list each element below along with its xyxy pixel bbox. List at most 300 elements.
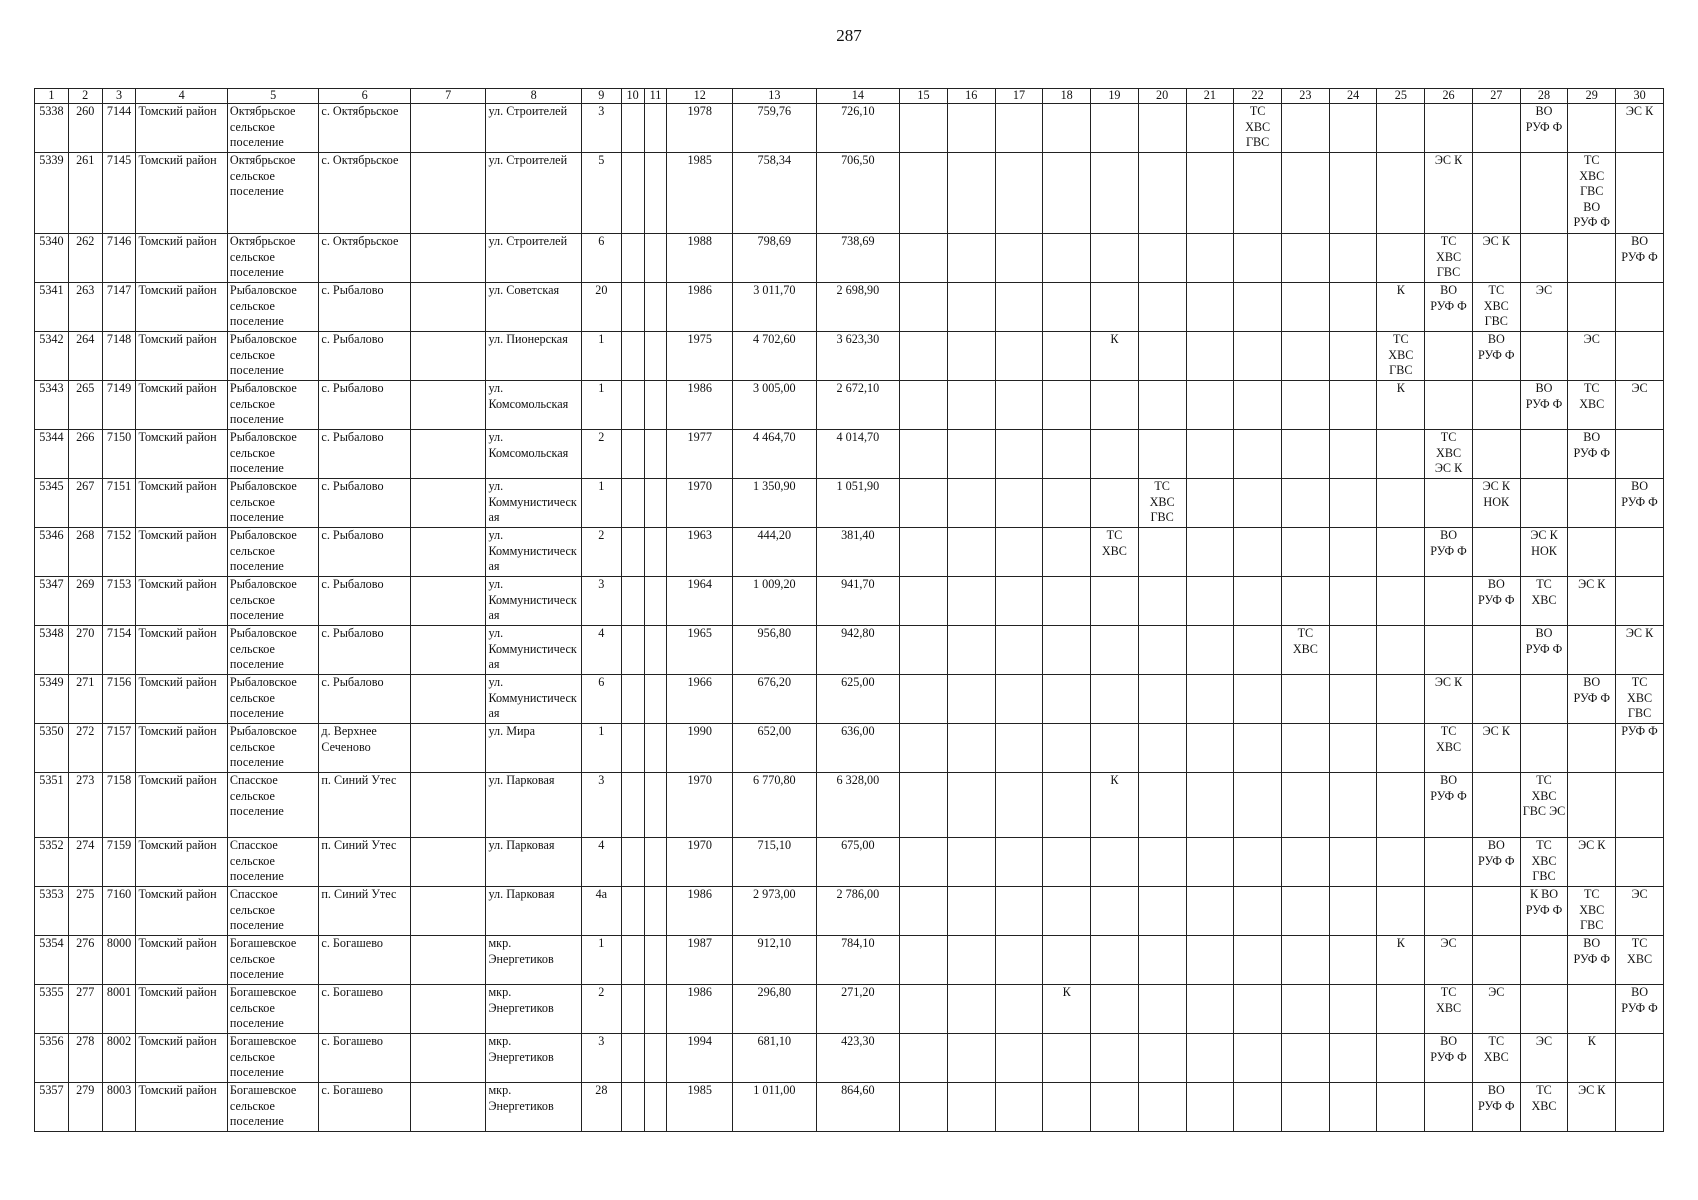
- cell-works-col-29: [1568, 985, 1616, 1034]
- cell-row-no: 5351: [35, 773, 69, 838]
- cell-works-col-15: [900, 104, 948, 153]
- cell-works-col-22: [1234, 675, 1282, 724]
- cell-house: 5: [581, 153, 621, 234]
- cell-col10: [621, 887, 644, 936]
- cell-works-col-22: ТС ХВС ГВС: [1234, 104, 1282, 153]
- cell-year: 1985: [667, 1083, 733, 1132]
- cell-area-total: 1 009,20: [733, 577, 817, 626]
- cell-col10: [621, 528, 644, 577]
- cell-street: ул. Советская: [486, 283, 581, 332]
- cell-works-col-24: [1329, 430, 1377, 479]
- column-header-9: 9: [581, 89, 621, 104]
- cell-local-no: 272: [68, 724, 102, 773]
- cell-works-col-27: ТС ХВС: [1472, 1034, 1520, 1083]
- cell-locality: с. Рыбалово: [319, 675, 410, 724]
- cell-year: 1985: [667, 153, 733, 234]
- cell-col10: [621, 430, 644, 479]
- cell-works-col-28: [1520, 936, 1568, 985]
- cell-works-col-24: [1329, 936, 1377, 985]
- cell-works-col-15: [900, 332, 948, 381]
- cell-street: мкр. Энергетиков: [486, 1034, 581, 1083]
- column-header-19: 19: [1091, 89, 1139, 104]
- cell-district: Томский район: [136, 104, 227, 153]
- cell-object-id: 8000: [102, 936, 136, 985]
- cell-works-col-16: [947, 104, 995, 153]
- cell-row-no: 5347: [35, 577, 69, 626]
- cell-works-col-17: [995, 283, 1043, 332]
- cell-works-col-19: [1091, 675, 1139, 724]
- cell-works-col-22: [1234, 773, 1282, 838]
- cell-settlement: Богашевское сельское поселение: [227, 936, 318, 985]
- cell-col7: [410, 234, 486, 283]
- cell-house: 2: [581, 528, 621, 577]
- cell-works-col-17: [995, 838, 1043, 887]
- table-row: [35, 104, 1664, 153]
- cell-works-col-27: [1472, 936, 1520, 985]
- cell-works-col-21: [1186, 528, 1234, 577]
- cell-works-col-15: [900, 234, 948, 283]
- cell-works-col-15: [900, 675, 948, 724]
- cell-works-col-16: [947, 1034, 995, 1083]
- cell-col11: [644, 104, 667, 153]
- cell-works-col-17: [995, 724, 1043, 773]
- cell-works-col-15: [900, 985, 948, 1034]
- cell-house: 6: [581, 675, 621, 724]
- table-row: [35, 1083, 1664, 1132]
- cell-works-col-20: ТС ХВС ГВС: [1138, 479, 1186, 528]
- cell-works-col-29: ТС ХВС ГВС: [1568, 887, 1616, 936]
- cell-works-col-27: ЭС: [1472, 985, 1520, 1034]
- cell-works-col-30: [1616, 528, 1664, 577]
- cell-area-total: 715,10: [733, 838, 817, 887]
- cell-works-col-21: [1186, 430, 1234, 479]
- cell-works-col-16: [947, 985, 995, 1034]
- cell-works-col-18: [1043, 887, 1091, 936]
- cell-works-col-18: [1043, 381, 1091, 430]
- table-row: [35, 887, 1664, 936]
- cell-area-living: 726,10: [816, 104, 900, 153]
- cell-works-col-29: [1568, 773, 1616, 838]
- cell-settlement: Октябрьское сельское поселение: [227, 104, 318, 153]
- cell-works-col-27: ВО РУФ Ф: [1472, 332, 1520, 381]
- cell-area-living: 942,80: [816, 626, 900, 675]
- cell-works-col-16: [947, 577, 995, 626]
- cell-works-col-21: [1186, 104, 1234, 153]
- cell-col10: [621, 104, 644, 153]
- cell-locality: с. Рыбалово: [319, 381, 410, 430]
- cell-works-col-18: [1043, 675, 1091, 724]
- cell-works-col-28: [1520, 479, 1568, 528]
- cell-works-col-20: [1138, 104, 1186, 153]
- cell-works-col-30: [1616, 577, 1664, 626]
- cell-area-total: 758,34: [733, 153, 817, 234]
- cell-local-no: 270: [68, 626, 102, 675]
- cell-street: ул. Парковая: [486, 887, 581, 936]
- cell-house: 1: [581, 936, 621, 985]
- cell-works-col-20: [1138, 887, 1186, 936]
- cell-local-no: 271: [68, 675, 102, 724]
- cell-works-col-21: [1186, 675, 1234, 724]
- cell-works-col-23: [1281, 577, 1329, 626]
- cell-settlement: Богашевское сельское поселение: [227, 985, 318, 1034]
- cell-area-total: 681,10: [733, 1034, 817, 1083]
- cell-col10: [621, 724, 644, 773]
- cell-house: 2: [581, 430, 621, 479]
- cell-local-no: 267: [68, 479, 102, 528]
- cell-locality: д. Верхнее Сеченово: [319, 724, 410, 773]
- cell-street: ул. Коммунистическая: [486, 479, 581, 528]
- cell-works-col-21: [1186, 724, 1234, 773]
- cell-works-col-24: [1329, 1034, 1377, 1083]
- cell-col11: [644, 479, 667, 528]
- cell-row-no: 5343: [35, 381, 69, 430]
- table-row: [35, 626, 1664, 675]
- cell-area-living: 864,60: [816, 1083, 900, 1132]
- cell-works-col-30: [1616, 153, 1664, 234]
- cell-object-id: 7157: [102, 724, 136, 773]
- cell-street: ул. Парковая: [486, 773, 581, 838]
- cell-works-col-29: [1568, 283, 1616, 332]
- cell-works-col-22: [1234, 332, 1282, 381]
- cell-col10: [621, 838, 644, 887]
- cell-house: 1: [581, 479, 621, 528]
- table-row: [35, 936, 1664, 985]
- cell-local-no: 273: [68, 773, 102, 838]
- cell-district: Томский район: [136, 1083, 227, 1132]
- cell-works-col-23: [1281, 1083, 1329, 1132]
- cell-year: 1977: [667, 430, 733, 479]
- column-header-18: 18: [1043, 89, 1091, 104]
- cell-works-col-19: [1091, 838, 1139, 887]
- cell-local-no: 260: [68, 104, 102, 153]
- cell-works-col-26: ВО РУФ Ф: [1425, 283, 1473, 332]
- cell-object-id: 7156: [102, 675, 136, 724]
- table-row: [35, 773, 1664, 838]
- cell-works-col-26: [1425, 1083, 1473, 1132]
- cell-works-col-16: [947, 675, 995, 724]
- cell-works-col-20: [1138, 773, 1186, 838]
- cell-works-col-25: [1377, 887, 1425, 936]
- cell-settlement: Октябрьское сельское поселение: [227, 234, 318, 283]
- cell-locality: п. Синий Утес: [319, 773, 410, 838]
- cell-works-col-19: ТС ХВС: [1091, 528, 1139, 577]
- cell-works-col-24: [1329, 381, 1377, 430]
- cell-col7: [410, 381, 486, 430]
- cell-works-col-24: [1329, 838, 1377, 887]
- column-header-3: 3: [102, 89, 136, 104]
- cell-local-no: 279: [68, 1083, 102, 1132]
- cell-house: 3: [581, 104, 621, 153]
- cell-works-col-28: К ВО РУФ Ф: [1520, 887, 1568, 936]
- cell-works-col-30: [1616, 773, 1664, 838]
- cell-local-no: 277: [68, 985, 102, 1034]
- cell-works-col-17: [995, 1083, 1043, 1132]
- cell-row-no: 5349: [35, 675, 69, 724]
- cell-works-col-26: ТС ХВС ЭС К: [1425, 430, 1473, 479]
- table-row: [35, 234, 1664, 283]
- cell-locality: с. Октябрьское: [319, 104, 410, 153]
- column-header-14: 14: [816, 89, 900, 104]
- cell-works-col-15: [900, 1083, 948, 1132]
- table-row: [35, 985, 1664, 1034]
- cell-works-col-24: [1329, 1083, 1377, 1132]
- cell-col11: [644, 626, 667, 675]
- cell-row-no: 5354: [35, 936, 69, 985]
- cell-works-col-27: [1472, 381, 1520, 430]
- cell-street: ул. Коммунистическая: [486, 528, 581, 577]
- column-header-10: 10: [621, 89, 644, 104]
- cell-area-total: 296,80: [733, 985, 817, 1034]
- cell-local-no: 274: [68, 838, 102, 887]
- cell-works-col-25: [1377, 577, 1425, 626]
- cell-works-col-28: ТС ХВС: [1520, 577, 1568, 626]
- cell-row-no: 5355: [35, 985, 69, 1034]
- cell-col7: [410, 577, 486, 626]
- column-header-23: 23: [1281, 89, 1329, 104]
- cell-works-col-30: РУФ Ф: [1616, 724, 1664, 773]
- cell-works-col-27: [1472, 675, 1520, 724]
- cell-col7: [410, 773, 486, 838]
- housing-register-table: [34, 88, 1664, 1132]
- column-header-6: 6: [319, 89, 410, 104]
- cell-year: 1975: [667, 332, 733, 381]
- cell-row-no: 5348: [35, 626, 69, 675]
- cell-works-col-26: ВО РУФ Ф: [1425, 528, 1473, 577]
- cell-works-col-22: [1234, 1083, 1282, 1132]
- cell-works-col-23: [1281, 332, 1329, 381]
- cell-street: мкр. Энергетиков: [486, 1083, 581, 1132]
- column-number-row: [35, 89, 1664, 104]
- cell-works-col-21: [1186, 1034, 1234, 1083]
- cell-object-id: 7148: [102, 332, 136, 381]
- cell-works-col-24: [1329, 283, 1377, 332]
- table-row: [35, 332, 1664, 381]
- cell-works-col-27: ЭС К: [1472, 234, 1520, 283]
- cell-local-no: 264: [68, 332, 102, 381]
- cell-works-col-17: [995, 528, 1043, 577]
- cell-settlement: Октябрьское сельское поселение: [227, 153, 318, 234]
- cell-street: ул. Коммунистическая: [486, 626, 581, 675]
- cell-area-living: 2 698,90: [816, 283, 900, 332]
- cell-year: 1986: [667, 887, 733, 936]
- cell-area-living: 271,20: [816, 985, 900, 1034]
- column-header-30: 30: [1616, 89, 1664, 104]
- cell-works-col-24: [1329, 985, 1377, 1034]
- cell-works-col-25: [1377, 773, 1425, 838]
- cell-col11: [644, 1034, 667, 1083]
- cell-works-col-22: [1234, 381, 1282, 430]
- cell-street: ул. Коммунистическая: [486, 675, 581, 724]
- cell-street: ул. Строителей: [486, 153, 581, 234]
- cell-works-col-25: [1377, 675, 1425, 724]
- cell-house: 2: [581, 985, 621, 1034]
- cell-works-col-22: [1234, 479, 1282, 528]
- cell-area-total: 1 011,00: [733, 1083, 817, 1132]
- cell-col7: [410, 887, 486, 936]
- cell-works-col-26: [1425, 104, 1473, 153]
- column-header-2: 2: [68, 89, 102, 104]
- cell-settlement: Рыбаловское сельское поселение: [227, 479, 318, 528]
- cell-works-col-18: [1043, 577, 1091, 626]
- cell-works-col-18: [1043, 773, 1091, 838]
- cell-works-col-28: [1520, 332, 1568, 381]
- column-header-29: 29: [1568, 89, 1616, 104]
- cell-settlement: Спасское сельское поселение: [227, 887, 318, 936]
- cell-area-total: 444,20: [733, 528, 817, 577]
- cell-works-col-18: [1043, 283, 1091, 332]
- cell-area-total: 3 011,70: [733, 283, 817, 332]
- cell-area-living: 636,00: [816, 724, 900, 773]
- cell-works-col-20: [1138, 528, 1186, 577]
- cell-year: 1970: [667, 838, 733, 887]
- column-header-13: 13: [733, 89, 817, 104]
- cell-object-id: 7159: [102, 838, 136, 887]
- cell-col7: [410, 1034, 486, 1083]
- cell-works-col-29: ВО РУФ Ф: [1568, 675, 1616, 724]
- cell-year: 1990: [667, 724, 733, 773]
- cell-works-col-18: [1043, 724, 1091, 773]
- cell-works-col-29: К: [1568, 1034, 1616, 1083]
- cell-street: мкр. Энергетиков: [486, 985, 581, 1034]
- cell-works-col-25: [1377, 724, 1425, 773]
- cell-locality: с. Октябрьское: [319, 234, 410, 283]
- cell-works-col-28: [1520, 430, 1568, 479]
- cell-locality: с. Богашево: [319, 1083, 410, 1132]
- cell-works-col-18: [1043, 838, 1091, 887]
- cell-works-col-23: [1281, 936, 1329, 985]
- column-header-27: 27: [1472, 89, 1520, 104]
- cell-street: ул. Мира: [486, 724, 581, 773]
- cell-col7: [410, 430, 486, 479]
- cell-area-total: 759,76: [733, 104, 817, 153]
- cell-works-col-17: [995, 381, 1043, 430]
- cell-local-no: 263: [68, 283, 102, 332]
- cell-area-total: 956,80: [733, 626, 817, 675]
- cell-works-col-25: [1377, 104, 1425, 153]
- table-row: [35, 153, 1664, 234]
- cell-works-col-20: [1138, 234, 1186, 283]
- cell-works-col-26: [1425, 577, 1473, 626]
- cell-works-col-30: [1616, 838, 1664, 887]
- cell-works-col-25: К: [1377, 381, 1425, 430]
- table-row: [35, 283, 1664, 332]
- cell-works-col-27: ЭС К НОК: [1472, 479, 1520, 528]
- cell-works-col-19: [1091, 234, 1139, 283]
- cell-works-col-16: [947, 936, 995, 985]
- cell-works-col-15: [900, 838, 948, 887]
- cell-area-total: 4 702,60: [733, 332, 817, 381]
- cell-works-col-29: ВО РУФ Ф: [1568, 430, 1616, 479]
- cell-works-col-23: ТС ХВС: [1281, 626, 1329, 675]
- cell-works-col-20: [1138, 838, 1186, 887]
- cell-works-col-29: ЭС К: [1568, 1083, 1616, 1132]
- cell-works-col-20: [1138, 626, 1186, 675]
- cell-works-col-22: [1234, 528, 1282, 577]
- cell-works-col-15: [900, 626, 948, 675]
- cell-works-col-24: [1329, 887, 1377, 936]
- cell-works-col-28: ТС ХВС ГВС ЭС: [1520, 773, 1568, 838]
- cell-works-col-21: [1186, 936, 1234, 985]
- cell-works-col-19: [1091, 724, 1139, 773]
- cell-house: 4: [581, 838, 621, 887]
- cell-year: 1986: [667, 985, 733, 1034]
- cell-district: Томский район: [136, 430, 227, 479]
- cell-house: 3: [581, 1034, 621, 1083]
- cell-area-total: 4 464,70: [733, 430, 817, 479]
- cell-works-col-21: [1186, 887, 1234, 936]
- cell-col7: [410, 675, 486, 724]
- cell-area-total: 676,20: [733, 675, 817, 724]
- cell-works-col-18: [1043, 1034, 1091, 1083]
- cell-works-col-19: [1091, 936, 1139, 985]
- cell-works-col-26: ЭС: [1425, 936, 1473, 985]
- column-header-26: 26: [1425, 89, 1473, 104]
- cell-works-col-30: [1616, 332, 1664, 381]
- cell-settlement: Рыбаловское сельское поселение: [227, 381, 318, 430]
- column-header-17: 17: [995, 89, 1043, 104]
- cell-works-col-19: [1091, 1083, 1139, 1132]
- cell-works-col-19: [1091, 626, 1139, 675]
- cell-works-col-21: [1186, 773, 1234, 838]
- cell-works-col-18: [1043, 234, 1091, 283]
- cell-works-col-22: [1234, 153, 1282, 234]
- cell-works-col-30: ВО РУФ Ф: [1616, 234, 1664, 283]
- cell-works-col-16: [947, 838, 995, 887]
- cell-works-col-23: [1281, 724, 1329, 773]
- cell-col10: [621, 773, 644, 838]
- cell-col11: [644, 381, 667, 430]
- cell-object-id: 7144: [102, 104, 136, 153]
- cell-street: ул. Пионерская: [486, 332, 581, 381]
- cell-works-col-30: ЭС: [1616, 381, 1664, 430]
- cell-works-col-28: ЭС: [1520, 1034, 1568, 1083]
- column-header-24: 24: [1329, 89, 1377, 104]
- column-header-5: 5: [227, 89, 318, 104]
- cell-year: 1966: [667, 675, 733, 724]
- cell-works-col-21: [1186, 838, 1234, 887]
- cell-works-col-25: [1377, 528, 1425, 577]
- cell-object-id: 7151: [102, 479, 136, 528]
- cell-works-col-29: ТС ХВС: [1568, 381, 1616, 430]
- cell-settlement: Рыбаловское сельское поселение: [227, 528, 318, 577]
- cell-works-col-16: [947, 332, 995, 381]
- cell-works-col-26: [1425, 479, 1473, 528]
- cell-area-total: 912,10: [733, 936, 817, 985]
- cell-works-col-21: [1186, 283, 1234, 332]
- cell-works-col-23: [1281, 675, 1329, 724]
- cell-works-col-28: ВО РУФ Ф: [1520, 104, 1568, 153]
- cell-works-col-23: [1281, 528, 1329, 577]
- cell-works-col-19: [1091, 430, 1139, 479]
- cell-works-col-21: [1186, 234, 1234, 283]
- cell-area-living: 675,00: [816, 838, 900, 887]
- cell-works-col-18: [1043, 153, 1091, 234]
- cell-district: Томский район: [136, 675, 227, 724]
- cell-settlement: Спасское сельское поселение: [227, 838, 318, 887]
- cell-works-col-21: [1186, 1083, 1234, 1132]
- cell-works-col-25: [1377, 1083, 1425, 1132]
- cell-house: 1: [581, 724, 621, 773]
- cell-works-col-24: [1329, 479, 1377, 528]
- cell-works-col-24: [1329, 104, 1377, 153]
- cell-locality: с. Октябрьское: [319, 153, 410, 234]
- cell-works-col-25: [1377, 479, 1425, 528]
- cell-local-no: 266: [68, 430, 102, 479]
- cell-col10: [621, 626, 644, 675]
- cell-works-col-18: [1043, 528, 1091, 577]
- cell-area-total: 6 770,80: [733, 773, 817, 838]
- cell-works-col-23: [1281, 773, 1329, 838]
